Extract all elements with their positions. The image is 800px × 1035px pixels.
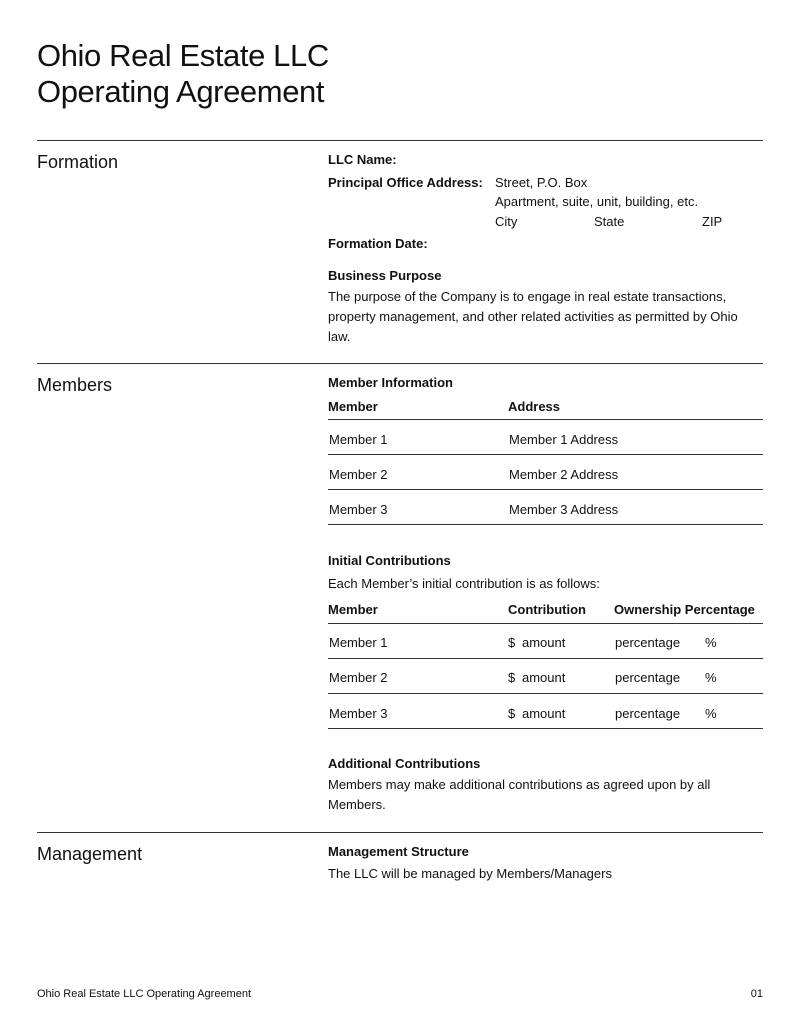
table-divider xyxy=(328,693,763,694)
table-divider xyxy=(328,524,763,525)
document-title xyxy=(37,38,329,110)
initial-contributions-heading: Initial Contributions xyxy=(328,553,451,568)
footer-page-number: 01 xyxy=(750,988,763,1000)
contrib-col-ownership: Ownership Percentage xyxy=(614,602,755,617)
row-member: Member 1 xyxy=(329,635,388,650)
business-purpose-text: The purpose of the Company is to engage in real estate transactions, property management, and other related activities as permitted by Ohio law. xyxy=(328,289,738,344)
row-member: Member 3 xyxy=(329,502,388,517)
row-address: Member 1 Address xyxy=(509,432,619,447)
row-percent-sign: % xyxy=(705,670,717,685)
contrib-col-member: Member xyxy=(328,602,378,617)
table-divider xyxy=(328,489,763,490)
section-label-members: Members xyxy=(37,375,113,395)
row-currency: $ xyxy=(508,706,516,721)
table-divider xyxy=(328,623,763,624)
llc-name-label: LLC Name: xyxy=(328,152,397,167)
section-divider-management xyxy=(37,832,763,833)
row-address: Member 2 Address xyxy=(509,467,619,482)
row-amount: amount xyxy=(522,635,566,650)
management-structure-text: The LLC will be managed by Members/Managers xyxy=(328,866,612,881)
row-amount: amount xyxy=(522,706,566,721)
row-percentage: percentage xyxy=(615,706,681,721)
table-divider xyxy=(328,454,763,455)
additional-contributions-heading: Additional Contributions xyxy=(328,756,481,771)
section-label-management: Management xyxy=(37,844,143,864)
row-member: Member 2 xyxy=(329,467,388,482)
member-information-heading: Member Information xyxy=(328,375,453,390)
address-line-2: Apartment, suite, unit, building, etc. xyxy=(495,194,699,209)
formation-date-label: Formation Date: xyxy=(328,236,428,251)
table-divider xyxy=(328,419,763,420)
address-street: Street, P.O. Box xyxy=(495,175,588,190)
title-line-2: Operating Agreement xyxy=(37,74,325,109)
row-address: Member 3 Address xyxy=(509,502,619,517)
footer-document-title: Ohio Real Estate LLC Operating Agreement xyxy=(37,988,252,1000)
row-percentage: percentage xyxy=(615,635,681,650)
address-city: City xyxy=(495,214,518,229)
address-zip: ZIP xyxy=(702,214,723,229)
row-currency: $ xyxy=(508,635,516,650)
info-col-address: Address xyxy=(508,399,561,414)
additional-contributions-text: Members may make additional contributions as agreed upon by all Members. xyxy=(328,777,711,812)
row-percent-sign: % xyxy=(705,635,717,650)
row-currency: $ xyxy=(508,670,516,685)
table-divider xyxy=(328,658,763,659)
row-percent-sign: % xyxy=(705,706,717,721)
title-line-1: Ohio Real Estate LLC xyxy=(37,38,329,73)
business-purpose-heading: Business Purpose xyxy=(328,268,442,283)
section-divider-members xyxy=(37,363,763,364)
principal-office-label: Principal Office Address: xyxy=(328,175,483,190)
info-col-member: Member xyxy=(328,399,378,414)
row-percentage: percentage xyxy=(615,670,681,685)
address-state: State xyxy=(594,214,625,229)
initial-contributions-intro: Each Member’s initial contribution is as follows: xyxy=(328,576,600,591)
contrib-col-contribution: Contribution xyxy=(508,602,586,617)
table-divider xyxy=(328,728,763,729)
row-amount: amount xyxy=(522,670,566,685)
management-structure-heading: Management Structure xyxy=(328,844,469,859)
row-member: Member 1 xyxy=(329,432,388,447)
section-divider-formation xyxy=(37,140,763,141)
row-member: Member 2 xyxy=(329,670,388,685)
section-label-formation: Formation xyxy=(37,152,119,172)
row-member: Member 3 xyxy=(329,706,388,721)
